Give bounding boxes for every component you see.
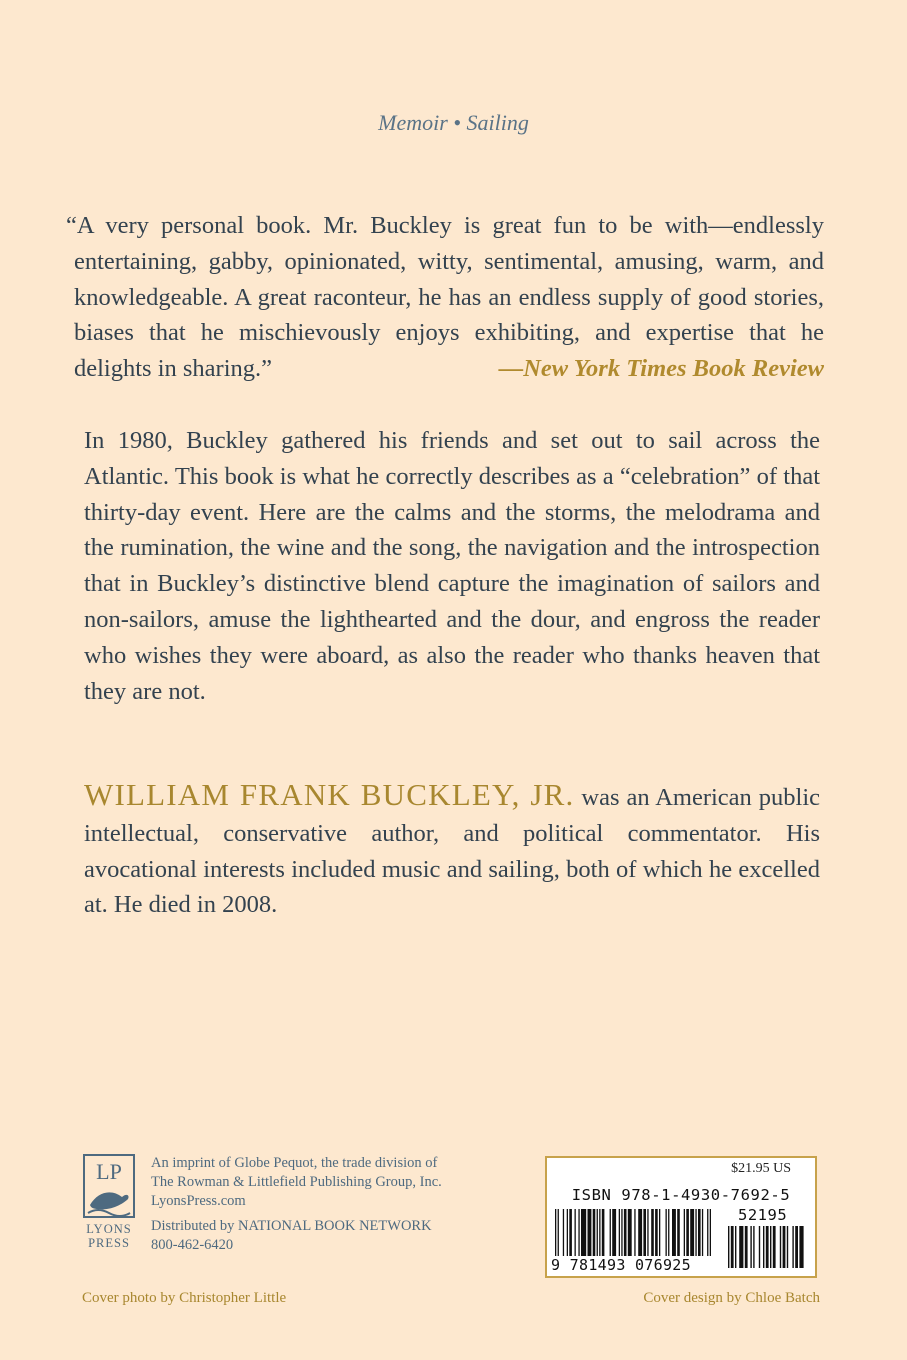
author-name: WILLIAM FRANK BUCKLEY, JR. xyxy=(84,777,575,812)
price-label: $21.95 US xyxy=(731,1161,791,1176)
barcode-bar xyxy=(766,1226,769,1268)
quote-text: “A very personal book. Mr. Buckley is great fun to be with—endlessly entertaining, gabby, opinionated, witty, sentimental, amusing, warm, and knowledgeable. A great raconteur, he has an endless supply of good stories, biases that he mischievously enjoys exhibiting, and expertise that he delights in sharing.” xyxy=(66,212,824,383)
publisher-info xyxy=(151,1154,511,1255)
logo-line1: LYONS xyxy=(86,1222,132,1236)
barcode-bar xyxy=(735,1226,736,1268)
isbn-label: ISBN 978-1-4930-7692-5 xyxy=(571,1186,791,1204)
imprint-line2: The Rowman & Littlefield Publishing Group, Inc. xyxy=(151,1174,442,1190)
logo-initials: LP xyxy=(96,1159,122,1184)
distributor-line: Distributed by NATIONAL BOOK NETWORK xyxy=(151,1218,432,1234)
imprint-line1: An imprint of Globe Pequot, the trade division of xyxy=(151,1155,438,1171)
barcode-bar xyxy=(759,1226,760,1268)
barcode-bar xyxy=(770,1226,771,1268)
barcode-bar xyxy=(739,1226,743,1268)
barcode-box xyxy=(545,1156,817,1278)
author-bio-text: was an American public intellectual, conservative author, and political commentator. His avocational interests included music and sailing, both of which he excelled at. He died in 2008. xyxy=(84,784,820,919)
book-description: In 1980, Buckley gathered his friends and set out to sail across the Atlantic. This book is what he correctly describes as a “celebration” of that thirty-day event. Here are the calms and the storms, the melodrama and the rumination, the wine and the song, the navigation and the introspection that in Buckley’s distinctive blend capture the imagination of sailors and non-sailors, amuse the lighthearted and the dour, and engross the reader who wishes they were aboard, as also the reader who thanks heaven that they are not. xyxy=(84,427,820,705)
ean-digits: 9 781493 076925 xyxy=(551,1256,727,1274)
barcode-bar xyxy=(795,1226,798,1268)
design-credit: Cover design by Chloe Batch xyxy=(643,1290,820,1306)
logo-line2: PRESS xyxy=(88,1236,130,1249)
barcode-bar xyxy=(792,1226,793,1268)
quote-source: —New York Times Book Review xyxy=(498,355,824,383)
barcode-bar xyxy=(728,1226,729,1268)
lyons-press-logo xyxy=(82,1153,136,1249)
genre-label: Memoir • Sailing xyxy=(378,110,529,135)
distributor-phone: 800-462-6420 xyxy=(151,1237,234,1253)
barcode-bar xyxy=(750,1226,751,1268)
barcode-bar xyxy=(783,1226,786,1268)
barcode-bar xyxy=(787,1226,788,1268)
photo-credit: Cover photo by Christopher Little xyxy=(82,1290,287,1306)
barcode-bar xyxy=(799,1226,803,1268)
barcode-bar xyxy=(780,1226,781,1268)
barcode-bar xyxy=(745,1226,748,1268)
barcode-bar xyxy=(753,1226,754,1268)
review-quote xyxy=(66,208,824,387)
barcode-bar xyxy=(763,1226,764,1268)
addon-barcode xyxy=(728,1226,804,1268)
publisher-website: LyonsPress.com xyxy=(151,1193,246,1209)
author-bio xyxy=(84,777,820,923)
barcode-bar xyxy=(773,1226,776,1268)
barcode-bar xyxy=(731,1226,734,1268)
addon-digits: 52195 xyxy=(738,1206,788,1224)
lyons-press-logo-icon xyxy=(82,1153,136,1249)
